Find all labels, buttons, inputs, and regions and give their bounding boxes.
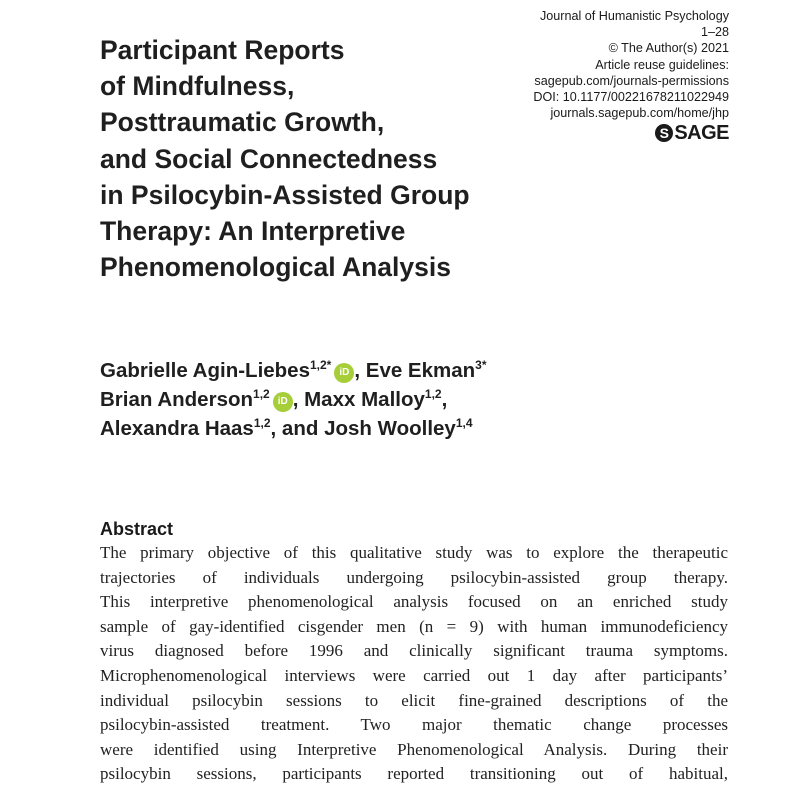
author-separator: , xyxy=(354,359,366,382)
reuse-link[interactable]: sagepub.com/journals-permissions xyxy=(534,73,729,88)
abstract-line: psilocybin-assisted treatment. Two major thematic change processes xyxy=(100,715,728,735)
abstract-line: trajectories of individuals undergoing psilocybin-assisted group therapy. xyxy=(100,567,728,587)
author-separator: , xyxy=(292,388,305,411)
abstract-line: virus diagnosed before 1996 and clinically significant trauma symptoms. xyxy=(100,641,728,661)
abstract-line: were identified using Interpretive Phenomenological Analysis. During their xyxy=(100,739,728,759)
author-name: Josh Woolley xyxy=(324,417,456,440)
doi[interactable]: DOI: 10.1177/00221678211022949 xyxy=(533,90,729,105)
abstract-body xyxy=(100,541,728,787)
reuse-label: Article reuse guidelines: xyxy=(595,57,729,72)
journal-home-link[interactable]: journals.sagepub.com/home/jhp xyxy=(550,106,729,121)
abstract-line: Microphenomenological interviews were carried out 1 day after participants’ xyxy=(100,665,728,685)
abstract-line: psilocybin sessions, participants reported transitioning out of habitual, xyxy=(100,764,728,784)
orcid-icon[interactable]: iD xyxy=(334,363,354,383)
author-name: Brian Anderson xyxy=(100,388,254,411)
author-line xyxy=(100,385,660,414)
orcid-icon[interactable]: iD xyxy=(273,392,293,412)
author-separator: , xyxy=(441,388,448,411)
abstract-line: This interpretive phenomenological analysis focused on an enriched study xyxy=(100,592,728,612)
author-separator: , and xyxy=(270,417,325,440)
author-affiliation: 1,2 xyxy=(253,416,271,430)
author-affiliation: 1,2* xyxy=(310,358,332,372)
author-name: Gabrielle Agin-Liebes xyxy=(100,359,310,382)
author-line xyxy=(100,414,660,443)
title-line: Therapy: An Interpretive xyxy=(100,216,406,247)
article-title xyxy=(100,32,570,285)
author-affiliation: 3* xyxy=(475,358,487,372)
author-affiliation: 1,2 xyxy=(424,387,442,401)
author-affiliation: 1,4 xyxy=(455,416,473,430)
author-name: Eve Ekman xyxy=(365,359,476,382)
abstract-line: The primary objective of this qualitative study was to explore the therapeutic xyxy=(100,543,728,562)
title-line: Posttraumatic Growth, xyxy=(100,107,385,138)
page-range: 1–28 xyxy=(700,25,729,40)
title-line: Participant Reports xyxy=(100,35,345,65)
author-list xyxy=(100,356,660,443)
title-line: of Mindfulness, xyxy=(100,71,295,102)
author-affiliation: 1,2 xyxy=(253,387,270,401)
title-line: Phenomenological Analysis xyxy=(100,252,451,283)
sage-wordmark: SAGE xyxy=(674,122,729,145)
author-line xyxy=(100,356,660,385)
journal-name: Journal of Humanistic Psychology xyxy=(540,9,729,23)
title-line: and Social Connectedness xyxy=(100,143,438,174)
abstract-line: individual psilocybin sessions to elicit fine-grained descriptions of the xyxy=(100,690,728,710)
copyright: © The Author(s) 2021 xyxy=(608,41,729,56)
sage-logo-icon: S xyxy=(655,124,673,142)
title-line: in Psilocybin-Assisted Group xyxy=(100,179,470,210)
abstract-line: sample of gay-identified cisgender men (n = 9) with human immunodeficiency xyxy=(100,616,728,636)
author-name: Alexandra Haas xyxy=(100,417,254,440)
author-name: Maxx Malloy xyxy=(304,388,425,411)
abstract-heading: Abstract xyxy=(100,519,174,539)
